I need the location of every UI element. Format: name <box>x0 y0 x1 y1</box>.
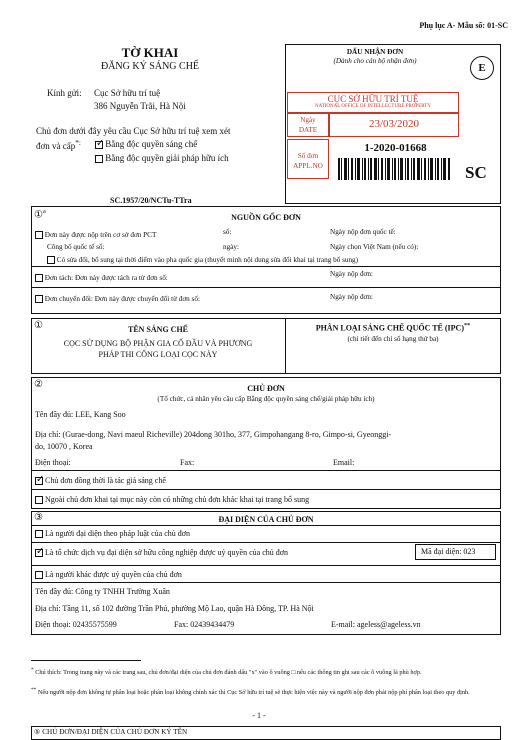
pct-label: Đơn này được nộp trên cơ sở đơn PCT <box>44 231 157 239</box>
receipt-title: DẤU NHẬN ĐƠN <box>346 48 404 56</box>
form-title: TỜ KHAI <box>121 45 179 60</box>
to-label: Kính gửi: <box>47 88 82 98</box>
patent-option-label: Bằng độc quyền sáng chế <box>105 139 198 149</box>
request-line1: Chủ đơn dưới đây yêu cầu Cục Sở hữu trí tuệ xem xét <box>36 126 231 136</box>
footnote-rule <box>31 660 141 661</box>
origin-title: NGUỒN GỐC ĐƠN <box>231 213 301 222</box>
origin-divider-2 <box>31 287 501 288</box>
receipt-subtitle: (Dành cho cán bộ nhận đơn) <box>333 57 417 65</box>
converted-date-label: Ngày nộp đơn: <box>330 293 373 301</box>
origin-divider-1 <box>31 266 501 267</box>
rep-code: Mã đại diện: 023 <box>415 544 496 560</box>
other-applicants-label: Ngoài chủ đơn khai tại mục này còn có những chủ đơn khác khai tại trang bổ sung <box>45 495 310 504</box>
signature-title: ⑤ CHỦ ĐƠN/ĐẠI DIỆN CỦA CHỦ ĐƠN KÝ TÊN <box>34 728 188 736</box>
appno-label-vn: Số đơn <box>297 152 319 160</box>
request-line2: đơn và cấp <box>36 141 76 151</box>
other-rep-label: Là người khác được uỷ quyền của chủ đơn <box>45 570 182 579</box>
utility-option-label: Bằng độc quyền giải pháp hữu ích <box>105 153 229 163</box>
rep-phone-label: Điện thoại: <box>35 620 71 629</box>
stamp-date-label-en: DATE <box>298 126 318 134</box>
utility-checkbox[interactable] <box>95 155 103 163</box>
request-asterisk: *: <box>75 139 81 147</box>
barcode-image <box>338 158 450 180</box>
representative-divider-0 <box>31 525 501 526</box>
page-number: - 1 - <box>252 711 266 720</box>
rep-fax-label: Fax: <box>174 620 189 629</box>
pub-number-label: Công bố quốc tế số: <box>47 243 105 251</box>
representative-divider-2 <box>31 565 501 566</box>
national-phase-label: Ngày chọn Việt Nam (nếu có): <box>330 243 419 251</box>
rep-address-label: Địa chỉ: <box>35 604 61 613</box>
applicant-email-label: Email: <box>333 458 355 467</box>
amend-label: Có sửa đổi, bổ sung tại thời điểm vào pha quốc gia (thuyết minh nội dung sửa đổi khai tại trang bổ sung) <box>56 256 359 264</box>
office-address: 386 Nguyễn Trãi, Hà Nội <box>94 101 186 111</box>
footnote1-mark: * <box>31 667 34 673</box>
applicant-name-label: Tên đầy đủ: <box>35 410 74 419</box>
applicant-divider-2 <box>31 489 501 490</box>
applicant-marker: ② <box>34 379 43 390</box>
invention-marker: ① <box>34 320 43 331</box>
applicant-name: LEE, Kang Soo <box>75 410 126 419</box>
rep-email: ageless@ageless.vn <box>357 620 421 629</box>
origin-marker-sup: a <box>42 208 46 215</box>
applicant-divider-1 <box>31 470 501 471</box>
converted-checkbox[interactable] <box>35 295 43 303</box>
rep-email-label: E-mail: <box>331 620 355 629</box>
ipc-title: PHÂN LOẠI SÁNG CHẾ QUỐC TẾ (IPC) <box>315 323 464 333</box>
representative-marker: ③ <box>34 512 43 523</box>
ip-agent-checkbox[interactable] <box>35 549 43 557</box>
applicant-phone-label: Điện thoại: <box>35 458 71 467</box>
divisional-label: Đơn tách: Đơn này được tách ra từ đơn số: <box>44 274 168 282</box>
invention-name-line1: CỌC SỬ DỤNG BỘ PHẬN GIA CỐ ĐẦU VÀ PHƯƠNG <box>63 339 253 348</box>
rep-name-label: Tên đầy đủ: <box>35 587 74 596</box>
other-rep-checkbox[interactable] <box>35 571 43 579</box>
other-applicants-checkbox[interactable] <box>35 496 43 504</box>
pct-checkbox[interactable] <box>35 231 43 239</box>
representative-divider-3 <box>31 582 501 583</box>
stamp-office-vn: CỤC SỞ HỮU TRÍ TUỆ <box>327 94 419 104</box>
form-subtitle: ĐĂNG KÝ SÁNG CHẾ <box>100 61 200 72</box>
divisional-date-label: Ngày nộp đơn: <box>330 270 373 278</box>
patent-checkbox[interactable] <box>95 141 103 149</box>
pub-date-label: ngày: <box>223 243 239 251</box>
rep-address: Tầng 11, số 102 đường Trần Phú, phường Mộ Lao, quận Hà Đông, TP. Hà Nội <box>62 604 314 613</box>
pct-intl-date-label: Ngày nộp đơn quốc tế: <box>330 228 396 236</box>
applicant-address-line2: do, 10070 , Korea <box>35 442 93 451</box>
form-code: SC.1957/20/NCTu-TTra <box>110 196 192 205</box>
invention-name-line2: PHÁP THI CÔNG LOẠI CỌC NÀY <box>98 350 218 359</box>
invention-title: TÊN SÁNG CHẾ <box>127 325 188 334</box>
legal-rep-checkbox[interactable] <box>35 530 43 538</box>
divisional-checkbox[interactable] <box>35 274 43 282</box>
representative-divider-1 <box>31 542 501 543</box>
appno-label-en: APPL.NO <box>293 162 323 170</box>
applicant-address-line1: (Gurae-dong, Navi maeul Richeville) 204dong 301ho, 377, Gimpohangang 8-ro, Gimpo-si, Gyeonggi- <box>62 430 392 439</box>
applicant-title: CHỦ ĐƠN <box>247 384 285 393</box>
converted-label: Đơn chuyển đổi: Đơn này được chuyển đổi từ đơn số: <box>44 295 200 303</box>
rep-name: Công ty TNHH Trường Xuân <box>75 587 170 596</box>
stamp-date-label-vn: Ngày <box>300 116 316 124</box>
office-name: Cục Sở hữu trí tuệ <box>94 88 161 98</box>
pct-number-label: số: <box>223 228 232 236</box>
rep-phone: 02435575599 <box>72 620 117 629</box>
representative-title: ĐẠI DIỆN CỦA CHỦ ĐƠN <box>218 515 314 524</box>
origin-marker: ① <box>34 209 43 221</box>
ip-agent-label: Là tổ chức dịch vụ đại diện sở hữu công nghiệp được uỷ quyền của chủ đơn <box>45 548 288 557</box>
footnote1: Chú thích: Trong trang này và các trang sau, chủ đơn/đại diện của chủ đơn đánh dấu "x" vào ô vuông □ nếu các thông tin ghi sau các ô vuông là phù hợp. <box>35 669 422 677</box>
amend-checkbox[interactable] <box>47 256 55 264</box>
appendix-label: Phụ lục A- Mẫu số: 01-SC <box>419 21 508 30</box>
rep-fax: 02439434479 <box>190 620 235 629</box>
applicant-note: (Tổ chức, cá nhân yêu cầu cấp Bằng độc quyền sáng chế/giải pháp hữu ích) <box>157 395 375 403</box>
footnote2: Nếu người nộp đơn không tự phân loại hoặc phân loại không chính xác thì Cục Sở hữu trí tuệ sẽ thực hiện việc này và người nộp đơn phải nộp phí phân loại theo quy định. <box>37 689 470 697</box>
ipc-note: (chỉ tiết đến chỉ số hạng thứ ba) <box>347 335 439 343</box>
applicant-address-label: Địa chỉ: <box>35 430 61 439</box>
stamp-date-value: 23/03/2020 <box>368 118 420 130</box>
also-inventor-checkbox[interactable] <box>35 477 43 485</box>
footnote2-mark: ** <box>31 687 37 693</box>
applicant-fax-label: Fax: <box>180 458 195 467</box>
appno-value: 1-2020-01668 <box>364 142 427 154</box>
stamp-office-en: NATIONAL OFFICE OF INTELLECTURE PROPERTY <box>315 104 431 109</box>
also-inventor-label: Chủ đơn đồng thời là tác giả sáng chế <box>45 476 166 485</box>
ipc-sup: ** <box>464 322 471 329</box>
receipt-badge: E <box>470 56 494 80</box>
legal-rep-label: Là người đại diện theo pháp luật của chủ đơn <box>45 529 190 538</box>
type-code: SC <box>465 163 487 182</box>
